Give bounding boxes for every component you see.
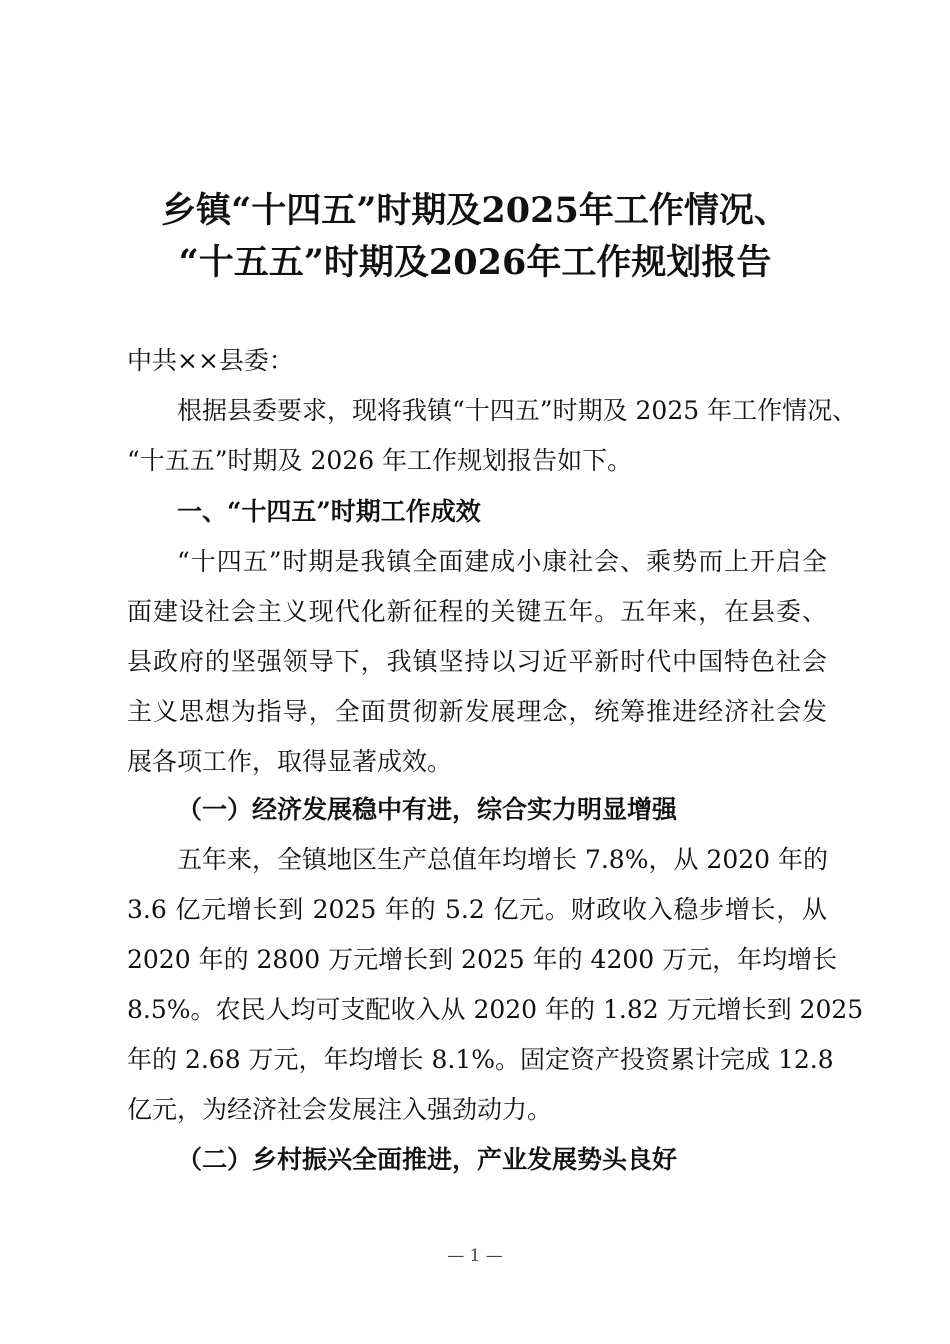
subsection-heading: （二）乡村振兴全面推进，产业发展势头良好 <box>177 1145 678 1174</box>
report-title-line-1: 乡镇“十四五”时期及2025年工作情况、 <box>161 190 789 231</box>
body-line: 展各项工作，取得显著成效。 <box>127 747 453 776</box>
body-line: 3.6 亿元增长到 2025 年的 5.2 亿元。财政收入稳步增长，从 <box>127 895 827 924</box>
intro-line: 根据县委要求，现将我镇“十四五”时期及 2025 年工作情况、 <box>177 396 858 425</box>
report-title-line-2: “十五五”时期及2026年工作规划报告 <box>178 242 772 283</box>
body-line: 五年来，全镇地区生产总值年均增长 7.8%，从 2020 年的 <box>177 845 828 874</box>
intro-line: “十五五”时期及 2026 年工作规划报告如下。 <box>127 446 633 475</box>
page-number: — 1 — <box>447 1246 503 1266</box>
body-line: 2020 年的 2800 万元增长到 2025 年的 4200 万元，年均增长 <box>127 945 838 974</box>
body-line: 县政府的坚强领导下，我镇坚持以习近平新时代中国特色社会 <box>127 647 827 676</box>
salutation: 中共××县委： <box>127 346 294 375</box>
body-line: 亿元，为经济社会发展注入强劲动力。 <box>127 1095 553 1124</box>
body-line: “十四五”时期是我镇全面建成小康社会、乘势而上开启全 <box>177 547 827 576</box>
body-line: 8.5%。农民人均可支配收入从 2020 年的 1.82 万元增长到 2025 <box>127 995 864 1024</box>
body-line: 主义思想为指导，全面贯彻新发展理念，统筹推进经济社会发 <box>127 697 827 726</box>
subsection-heading: （一）经济发展稳中有进，综合实力明显增强 <box>177 795 678 824</box>
body-line: 面建设社会主义现代化新征程的关键五年。五年来，在县委、 <box>127 597 827 626</box>
body-line: 年的 2.68 万元，年均增长 8.1%。固定资产投资累计完成 12.8 <box>127 1045 834 1074</box>
section-heading: 一、“十四五”时期工作成效 <box>177 497 481 526</box>
